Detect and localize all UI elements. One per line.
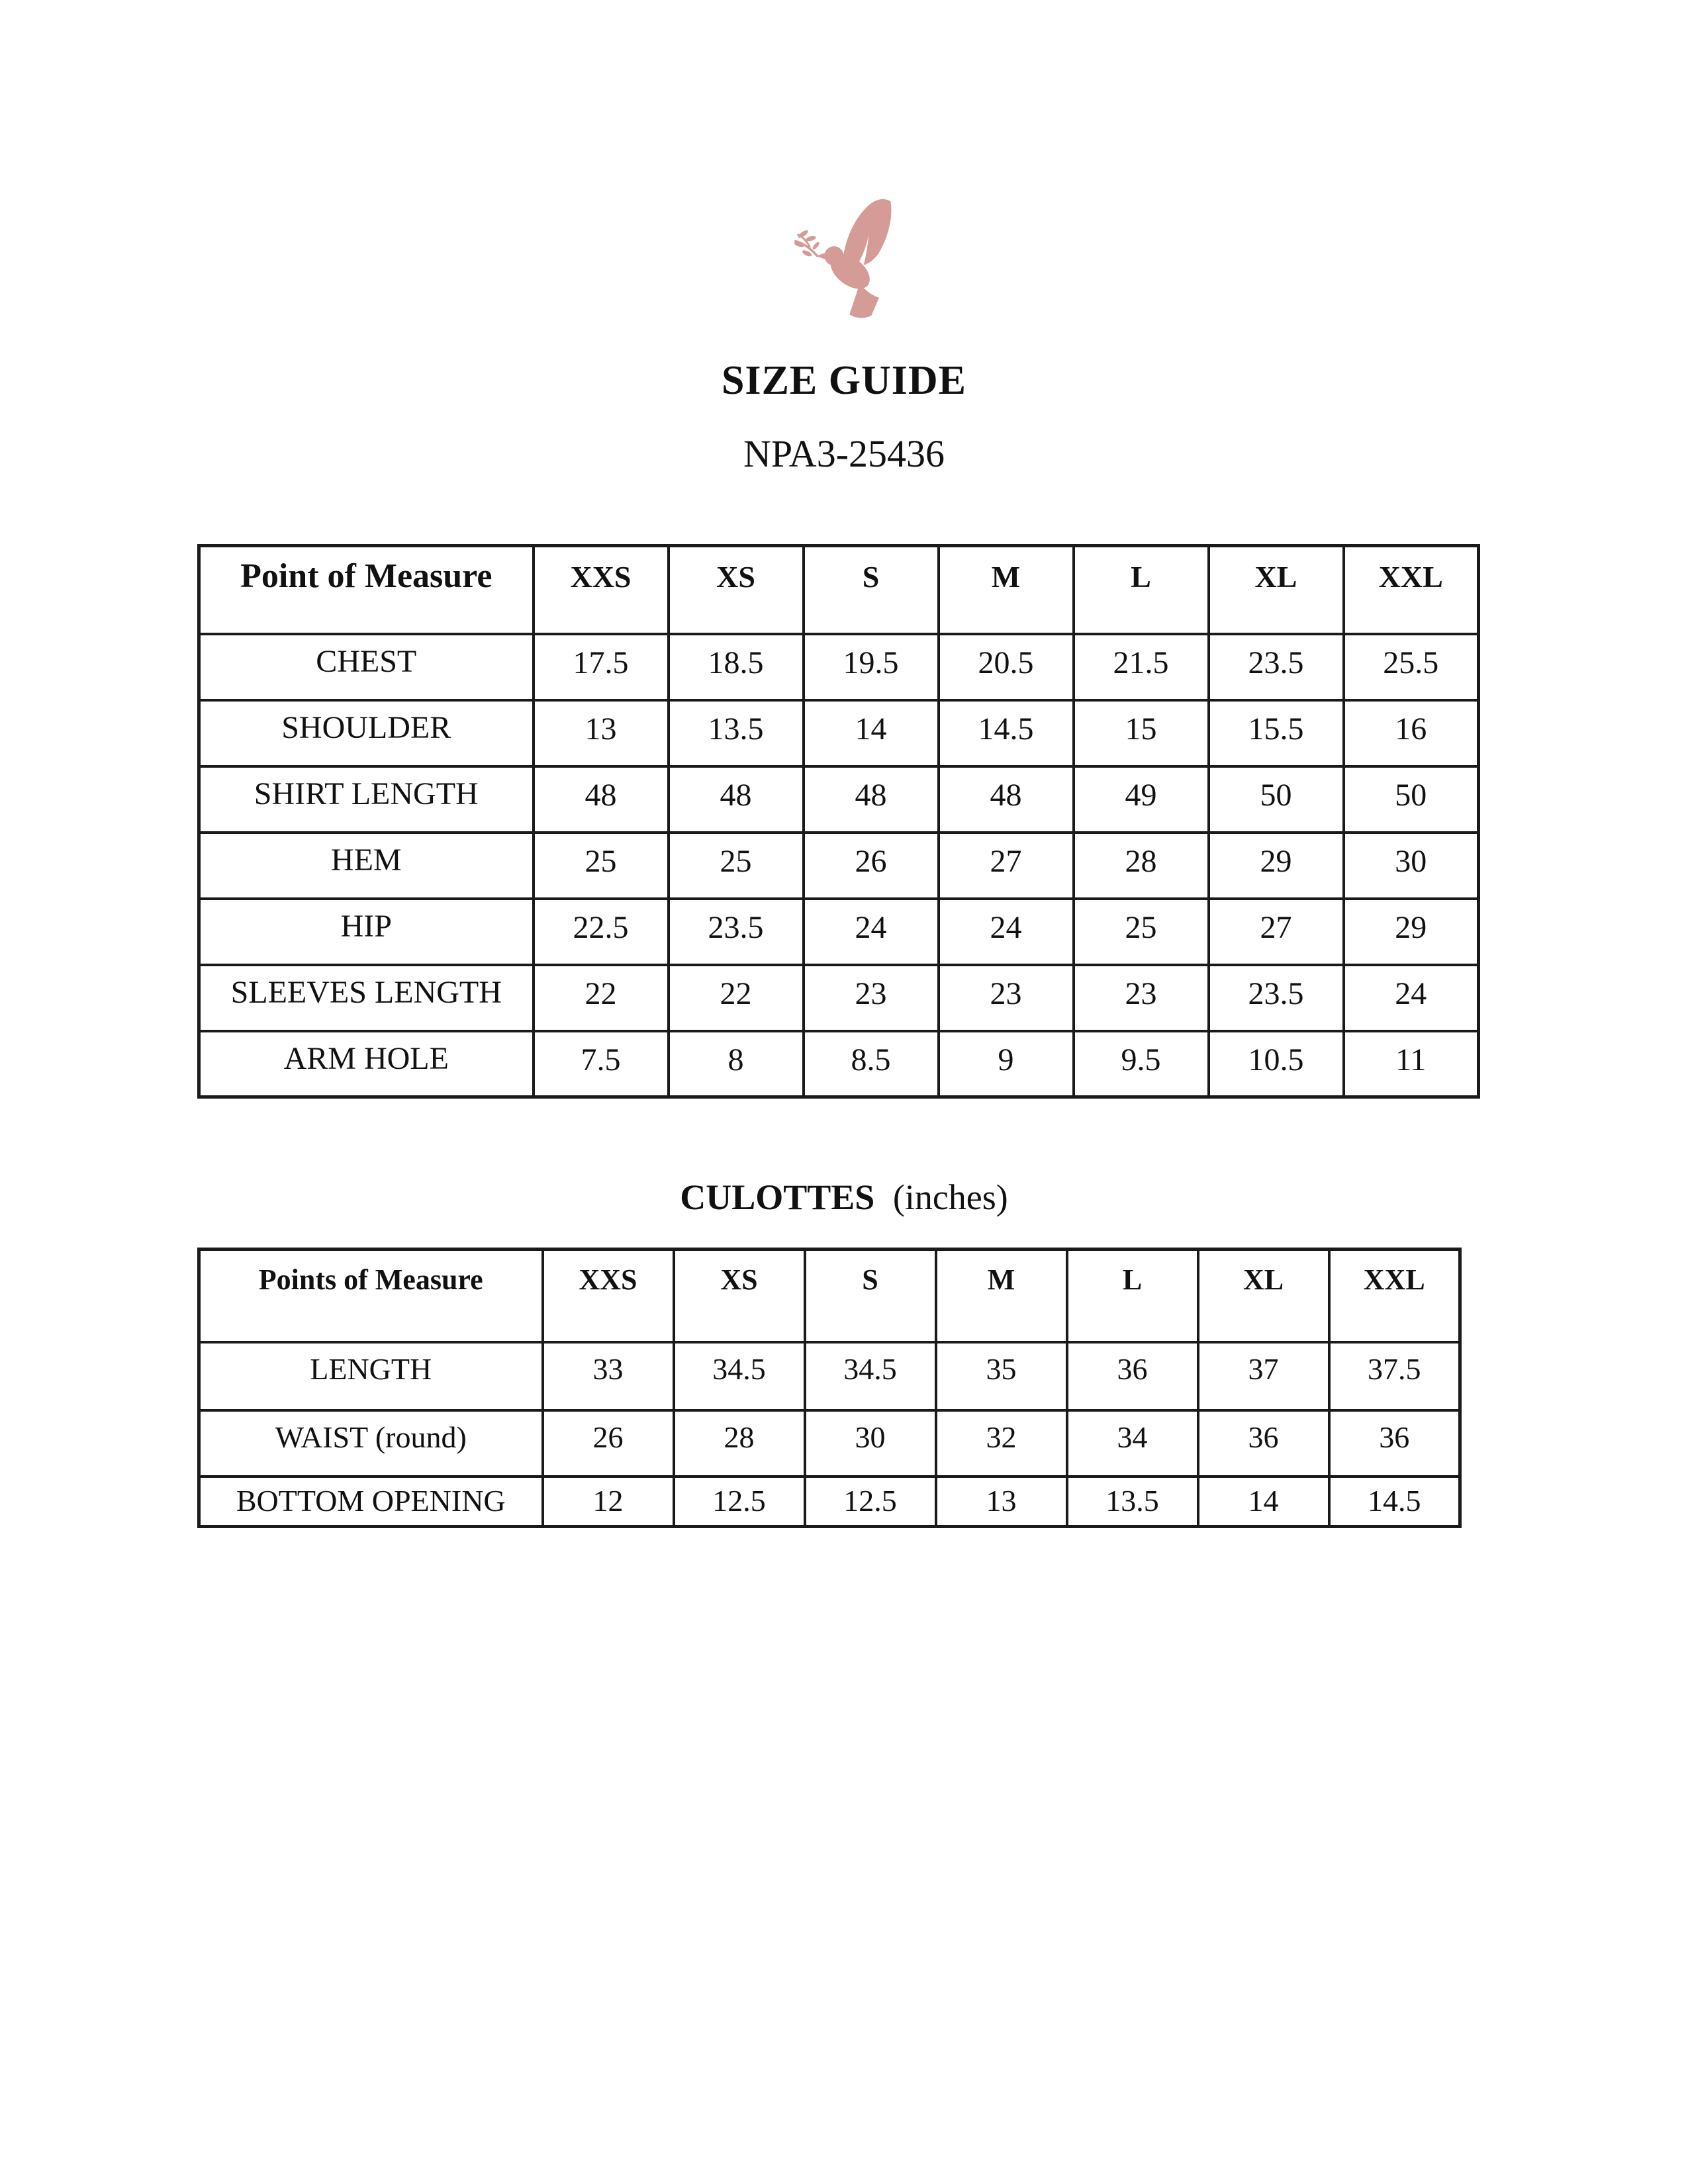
size-value: 23.5 <box>669 899 804 965</box>
size-value: 23.5 <box>1209 965 1344 1031</box>
size-value: 23.5 <box>1209 634 1344 700</box>
size-value: 37 <box>1198 1342 1329 1410</box>
size-value: 28 <box>674 1410 805 1477</box>
size-value: 23 <box>1074 965 1209 1031</box>
dove-icon <box>788 196 900 325</box>
column-header: M <box>939 546 1074 634</box>
table-row <box>199 833 1479 899</box>
column-header: Points of Measure <box>199 1250 543 1342</box>
culottes-size-table <box>197 1248 1462 1528</box>
column-header: S <box>805 1250 936 1342</box>
size-value: 34.5 <box>674 1342 805 1410</box>
size-value: 16 <box>1344 700 1479 766</box>
size-value: 13 <box>534 700 669 766</box>
column-header: XXS <box>543 1250 674 1342</box>
size-value: 34.5 <box>805 1342 936 1410</box>
table-row <box>199 965 1479 1031</box>
size-value: 50 <box>1344 766 1479 833</box>
size-value: 24 <box>804 899 939 965</box>
table-row <box>199 1342 1460 1410</box>
size-value: 30 <box>1344 833 1479 899</box>
size-value: 13 <box>936 1477 1067 1527</box>
column-header: XS <box>669 546 804 634</box>
size-value: 15 <box>1074 700 1209 766</box>
table-row <box>199 634 1479 700</box>
size-value: 17.5 <box>534 634 669 700</box>
size-value: 35 <box>936 1342 1067 1410</box>
table-row <box>199 766 1479 833</box>
size-value: 7.5 <box>534 1031 669 1097</box>
size-value: 48 <box>939 766 1074 833</box>
size-value: 29 <box>1344 899 1479 965</box>
size-value: 25 <box>669 833 804 899</box>
table-header-row <box>199 546 1479 634</box>
size-value: 29 <box>1209 833 1344 899</box>
column-header: XXS <box>534 546 669 634</box>
size-value: 14 <box>804 700 939 766</box>
table-header-row <box>199 1250 1460 1342</box>
size-value: 30 <box>805 1410 936 1477</box>
size-value: 36 <box>1067 1342 1198 1410</box>
measure-label: HEM <box>199 833 534 899</box>
column-header: XL <box>1198 1250 1329 1342</box>
size-value: 25 <box>534 833 669 899</box>
size-value: 48 <box>534 766 669 833</box>
column-header: S <box>804 546 939 634</box>
size-value: 36 <box>1198 1410 1329 1477</box>
size-value: 27 <box>939 833 1074 899</box>
column-header: XS <box>674 1250 805 1342</box>
size-value: 21.5 <box>1074 634 1209 700</box>
column-header: XL <box>1209 546 1344 634</box>
size-value: 25 <box>1074 899 1209 965</box>
brand-logo <box>781 196 907 325</box>
culottes-heading-unit: (inches) <box>892 1177 1008 1217</box>
size-value: 48 <box>804 766 939 833</box>
column-header: L <box>1067 1250 1198 1342</box>
size-value: 14.5 <box>1329 1477 1460 1527</box>
size-value: 18.5 <box>669 634 804 700</box>
size-value: 13.5 <box>1067 1477 1198 1527</box>
size-value: 24 <box>1344 965 1479 1031</box>
page-title: SIZE GUIDE <box>721 358 967 403</box>
measure-label: WAIST (round) <box>199 1410 543 1477</box>
measure-label: HIP <box>199 899 534 965</box>
table-row <box>199 1031 1479 1097</box>
column-header: Point of Measure <box>199 546 534 634</box>
size-value: 9 <box>939 1031 1074 1097</box>
size-value: 22.5 <box>534 899 669 965</box>
shirt-size-table <box>197 544 1480 1099</box>
measure-label: SHIRT LENGTH <box>199 766 534 833</box>
size-value: 22 <box>669 965 804 1031</box>
size-value: 32 <box>936 1410 1067 1477</box>
size-value: 12 <box>543 1477 674 1527</box>
size-value: 37.5 <box>1329 1342 1460 1410</box>
measure-label: SHOULDER <box>199 700 534 766</box>
size-value: 8.5 <box>804 1031 939 1097</box>
size-value: 36 <box>1329 1410 1460 1477</box>
size-value: 34 <box>1067 1410 1198 1477</box>
size-value: 23 <box>804 965 939 1031</box>
size-value: 14 <box>1198 1477 1329 1527</box>
size-value: 19.5 <box>804 634 939 700</box>
size-value: 10.5 <box>1209 1031 1344 1097</box>
measure-label: LENGTH <box>199 1342 543 1410</box>
size-value: 12.5 <box>805 1477 936 1527</box>
measure-label: ARM HOLE <box>199 1031 534 1097</box>
column-header: XXL <box>1329 1250 1460 1342</box>
size-value: 11 <box>1344 1031 1479 1097</box>
style-code: NPA3-25436 <box>743 432 945 475</box>
size-value: 12.5 <box>674 1477 805 1527</box>
size-value: 15.5 <box>1209 700 1344 766</box>
size-value: 24 <box>939 899 1074 965</box>
size-value: 14.5 <box>939 700 1074 766</box>
size-value: 13.5 <box>669 700 804 766</box>
column-header: L <box>1074 546 1209 634</box>
size-value: 26 <box>543 1410 674 1477</box>
measure-label: CHEST <box>199 634 534 700</box>
size-value: 9.5 <box>1074 1031 1209 1097</box>
table-row <box>199 1410 1460 1477</box>
size-value: 20.5 <box>939 634 1074 700</box>
size-value: 22 <box>534 965 669 1031</box>
column-header: XXL <box>1344 546 1479 634</box>
size-value: 49 <box>1074 766 1209 833</box>
size-value: 8 <box>669 1031 804 1097</box>
size-value: 28 <box>1074 833 1209 899</box>
size-value: 50 <box>1209 766 1344 833</box>
table-row <box>199 700 1479 766</box>
measure-label: SLEEVES LENGTH <box>199 965 534 1031</box>
size-value: 26 <box>804 833 939 899</box>
table-row <box>199 899 1479 965</box>
culottes-heading <box>0 1177 1688 1218</box>
table-row <box>199 1477 1460 1527</box>
size-value: 27 <box>1209 899 1344 965</box>
measure-label: BOTTOM OPENING <box>199 1477 543 1527</box>
size-value: 33 <box>543 1342 674 1410</box>
size-value: 48 <box>669 766 804 833</box>
column-header: M <box>936 1250 1067 1342</box>
size-value: 23 <box>939 965 1074 1031</box>
culottes-heading-bold: CULOTTES <box>680 1177 875 1217</box>
size-value: 25.5 <box>1344 634 1479 700</box>
